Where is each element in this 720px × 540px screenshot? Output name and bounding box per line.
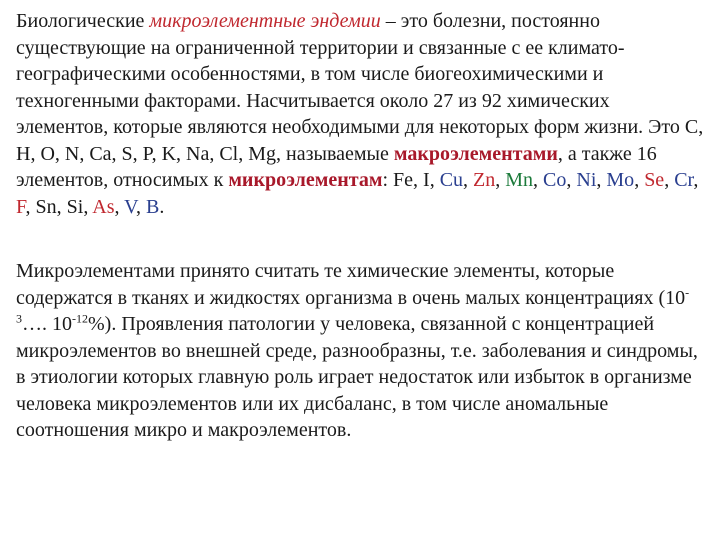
separator: ,: [693, 169, 699, 191]
element-symbol: B: [146, 195, 160, 218]
separator: ,: [114, 195, 125, 218]
element-symbol: Fe: [393, 169, 414, 191]
separator: ,: [495, 169, 506, 191]
element-symbol: Si: [66, 195, 84, 218]
element-symbol: I: [423, 169, 430, 191]
element-symbol: As: [92, 195, 115, 218]
element-symbol: Co: [543, 169, 567, 191]
separator: ,: [634, 169, 645, 191]
exponent: -3: [16, 284, 690, 326]
element-symbol: F: [16, 195, 26, 218]
paragraph-endemics: [16, 8, 706, 220]
separator: ,: [596, 169, 607, 191]
element-symbol: V: [124, 195, 136, 218]
term-macroelements: макроэлементами: [393, 142, 558, 165]
element-symbol: Mn: [505, 169, 534, 191]
text: Биологические: [16, 10, 150, 32]
text: …. 10: [22, 313, 72, 335]
separator: ,: [136, 195, 146, 218]
term-microelement-endemics: микроэлементные эндемии: [149, 10, 381, 32]
separator: ,: [463, 169, 474, 191]
term-microelements: микроэлементам: [228, 169, 383, 191]
separator: ,: [429, 169, 440, 191]
element-symbol: Mo: [606, 169, 635, 191]
text: Микроэлементами принято считать те химические элементы, которые содержатся в тканях и жидкостях организма в очень малых концентрациях (10: [16, 260, 686, 309]
paragraph-definition: [16, 258, 706, 444]
separator: ,: [56, 195, 67, 218]
separator: ,: [533, 169, 544, 191]
element-symbol: Zn: [473, 169, 496, 191]
text: , а также 16 элементов, относимых к: [16, 142, 657, 191]
element-symbol: Se: [644, 169, 665, 191]
text: .: [159, 195, 165, 218]
separator: ,: [566, 169, 577, 191]
text: %). Проявления патологии у человека, связанной с концентрацией микроэлементов во внешней среде, разнообразны, т.е. заболевания и синдромы, в этиологии которых главную роль играет недостаток или избыток в организме человека микроэлементов или их дисбаланс, в том числе аномальные соотношения микро и макроэлементов.: [16, 313, 698, 441]
separator: ,: [413, 169, 424, 191]
text: :: [382, 169, 394, 191]
element-symbol: Ni: [576, 169, 597, 191]
separator: ,: [83, 195, 93, 218]
separator: ,: [664, 169, 675, 191]
element-symbol: Sn: [35, 195, 57, 218]
element-symbol: Cu: [439, 169, 464, 191]
text: – это болезни, постоянно существующие на ограниченной территории и связанные с ее климато-географическими особенностями, в том числе биогеохимическими и техногенными факторами. Насчитывается около 27 из 92 химических элементов, которые являются необходимыми для некоторых форм жизни. Это C, H, O, N, Ca, S, P, K, Na, Cl, Mg, называемые: [16, 10, 704, 165]
element-symbol: Cr: [674, 169, 694, 191]
exponent: -12: [72, 311, 88, 326]
separator: ,: [25, 195, 36, 218]
